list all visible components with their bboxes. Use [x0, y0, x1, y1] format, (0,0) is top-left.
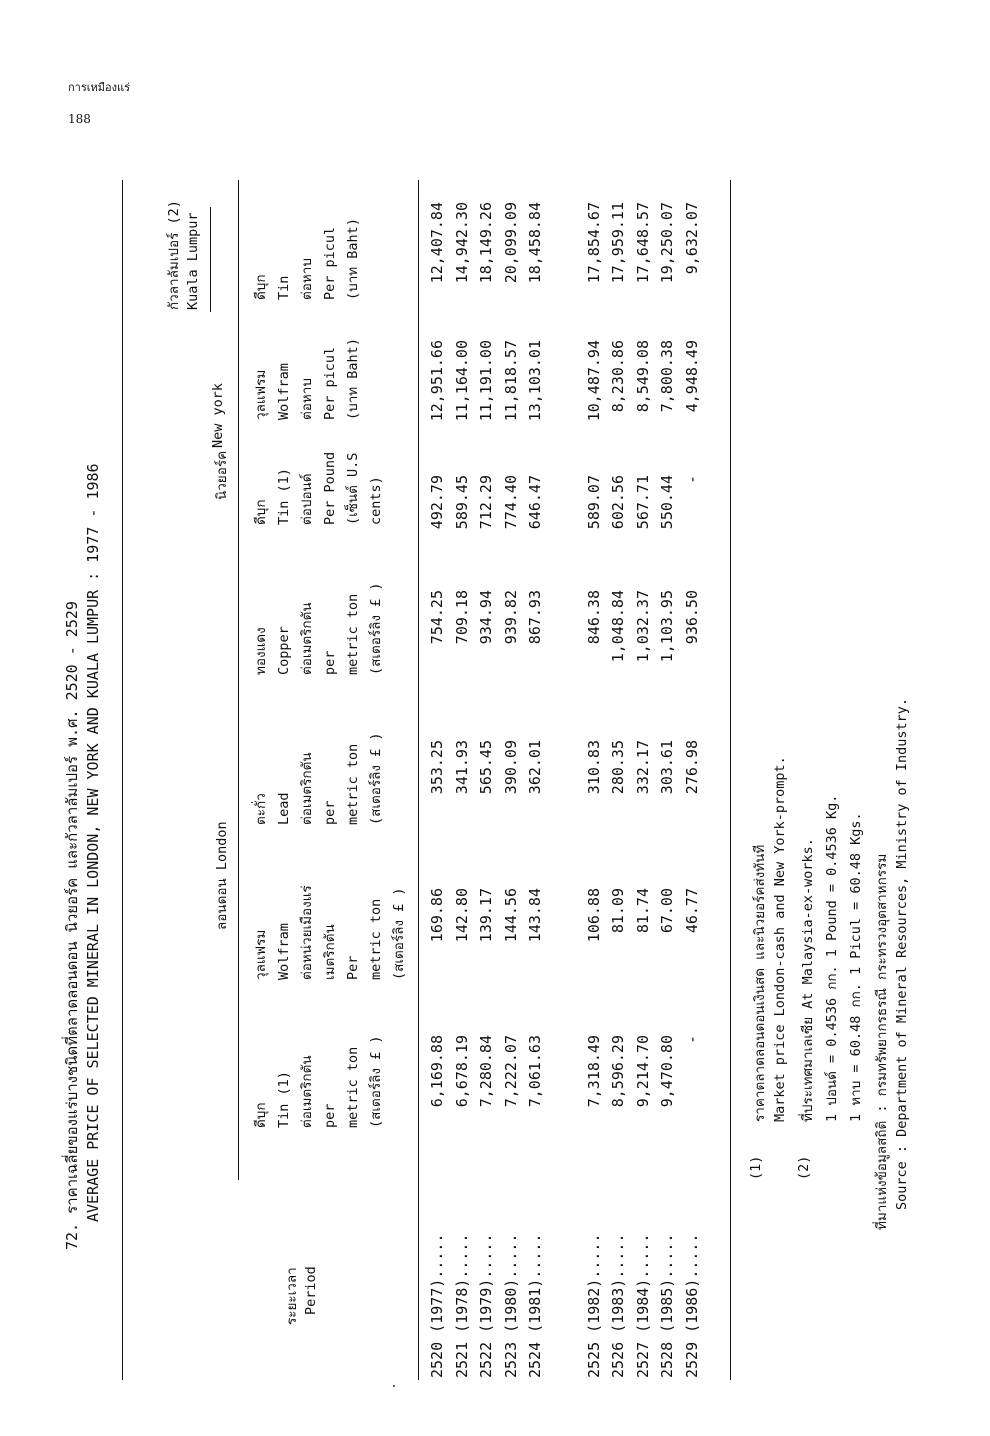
speck — [393, 1385, 395, 1387]
table-cell: 81.74 — [633, 888, 652, 934]
row-period: 2520 (1977)..... — [428, 1233, 446, 1378]
table-cell: 1,032.37 — [633, 590, 652, 663]
row-period: 2525 (1982)..... — [584, 1233, 603, 1378]
note-2-l1: ที่ประเทศมาเลเซีย At Malaysia-ex-works. — [800, 838, 816, 1122]
table-cell: 14,942.30 — [452, 202, 471, 284]
row-period: 2526 (1983)..... — [609, 1233, 627, 1378]
note-1-thai: ราคาตลาดลอนดอนเงินสด และนิวยอร์คส่งทันที — [752, 844, 768, 1122]
table-cell: 8,596.29 — [609, 1035, 627, 1108]
table-cell: 7,061.63 — [526, 1035, 544, 1108]
table-cell: 867.93 — [526, 590, 544, 645]
table-cell: 310.83 — [584, 740, 603, 795]
row-period: 2522 (1979)..... — [477, 1233, 495, 1378]
table-cell: 142.80 — [452, 888, 471, 943]
table-cell: 9,632.07 — [682, 202, 701, 275]
subheader-rule — [238, 180, 239, 1180]
table-cell: 11,818.57 — [501, 340, 520, 422]
row-period: 2523 (1980)..... — [501, 1233, 520, 1378]
rotated-table-page — [60, 150, 940, 1380]
table-cell: 18,149.26 — [477, 202, 495, 284]
page-number: 188 — [68, 112, 91, 126]
table-cell: 11,164.00 — [452, 340, 471, 422]
row-period: 2524 (1981)..... — [526, 1233, 544, 1378]
table-cell: 169.86 — [428, 888, 446, 943]
table-cell: 9,470.80 — [658, 1035, 676, 1108]
table-cell: - — [682, 1035, 701, 1045]
table-cell: 939.82 — [501, 590, 520, 645]
table-cell: 8,549.08 — [633, 340, 652, 413]
table-cell: 8,230.86 — [609, 340, 627, 413]
table-cell: 12,407.84 — [428, 202, 446, 284]
table-cell: 10,487.94 — [584, 340, 603, 422]
header-bottom-rule — [418, 180, 419, 1380]
table-cell: 7,800.38 — [658, 340, 676, 413]
bottom-rule — [730, 180, 731, 1380]
table-cell: - — [682, 475, 701, 485]
note-2-mark: (2) — [796, 1155, 812, 1180]
table-cell: 144.56 — [501, 888, 520, 943]
table-cell: 1,103.95 — [658, 590, 676, 663]
table-cell: 602.56 — [609, 475, 627, 530]
row-period: 2528 (1985)..... — [658, 1233, 676, 1378]
table-cell: 303.61 — [658, 740, 676, 795]
table-cell: 280.35 — [609, 740, 627, 795]
table-cell: 567.71 — [633, 475, 652, 530]
table-cell: 17,959.11 — [609, 202, 627, 284]
group-newyork-en: New york — [210, 382, 226, 448]
note-2-l3: 1 ปอนด์ = 0.4536 กก. 1 Pound = 0.4536 Kg. — [824, 794, 840, 1122]
table-cell: 936.50 — [682, 590, 701, 645]
table-cell: 6,678.19 — [452, 1035, 471, 1108]
table-cell: 17,854.67 — [584, 202, 603, 284]
col-london-copper: ทองแดง Copper ต่อเมตริกตัน per metric ton (สเตอร์ลิง £ ) — [253, 582, 384, 675]
col-newyork-wolfram: วุลแฟรม Wolfram ต่อหาบ Per picul (บาท Baht) — [253, 338, 361, 420]
col-newyork-tin: ดีบุก Tin (1) ต่อปอนด์ Per Pound (เซ็นต์ U.S cents) — [253, 451, 384, 525]
table-cell: 754.25 — [428, 590, 446, 645]
table-cell: 46.77 — [682, 888, 701, 934]
table-cell: 712.29 — [477, 475, 495, 530]
table-cell: 143.84 — [526, 888, 544, 943]
running-header: การเหมืองแร่ — [68, 81, 130, 94]
table-cell: 332.17 — [633, 740, 652, 795]
table-cell: 362.01 — [526, 740, 544, 795]
table-cell: 934.94 — [477, 590, 495, 645]
col-london-lead: ตะกั่ว Lead ต่อเมตริกตัน per metric ton (สเตอร์ลิง £ ) — [253, 732, 384, 825]
note-1-mark: (1) — [748, 1155, 764, 1180]
table-cell: 11,191.00 — [477, 340, 495, 422]
table-cell: 709.18 — [452, 590, 471, 645]
table-cell: 139.17 — [477, 888, 495, 943]
table-cell: 12,951.66 — [428, 340, 446, 422]
table-cell: 353.25 — [428, 740, 446, 795]
group-london: ลอนดอน London — [214, 821, 230, 930]
table-cell: 550.44 — [658, 475, 676, 530]
table-cell: 7,318.49 — [584, 1035, 603, 1108]
table-cell: 106.88 — [584, 888, 603, 943]
table-cell: 81.09 — [609, 888, 627, 934]
table-cell: 7,280.84 — [477, 1035, 495, 1108]
kl-group-rule — [210, 207, 211, 312]
row-period: 2527 (1984)..... — [633, 1233, 652, 1378]
table-cell: 67.00 — [658, 888, 676, 934]
col-london-wolfram: วุลแฟรม Wolfram ต่อหน่วยเมืองแร่ เมตริกตัน Per metric ton (สเตอร์ลิง £ ) — [253, 885, 407, 980]
table-cell: 6,169.88 — [428, 1035, 446, 1108]
table-cell: 9,214.70 — [633, 1035, 652, 1108]
table-cell: 492.79 — [428, 475, 446, 530]
group-kl-thai: กัวลาลัมเปอร์ (2) — [166, 200, 182, 310]
source-thai: ที่มาแห่งข้อมูลสถิติ : กรมทรัพยากรธรณี กระทรวงอุตสาหกรรม — [874, 853, 890, 1230]
group-kl-en: Kuala Lumpur — [185, 212, 201, 310]
table-cell: 565.45 — [477, 740, 495, 795]
group-newyork-thai: นิวยอร์ค — [214, 450, 230, 500]
note-1-en: Market price London-cash and New York-prompt. — [772, 756, 788, 1122]
table-cell: 846.38 — [584, 590, 603, 645]
row-period: 2529 (1986)..... — [682, 1233, 701, 1378]
table-title-thai: 72. ราคาเฉลี่ยของแร่บางชนิดที่ตลาดลอนดอน นิวยอร์ค และกัวลาลัมเปอร์ พ.ศ. 2520 - 2529 — [63, 601, 81, 1250]
table-cell: 1,048.84 — [609, 590, 627, 663]
source-en: Source : Department of Mineral Resources, Ministry of Industry. — [894, 697, 910, 1210]
period-header-en: Period — [303, 1266, 319, 1315]
period-header-thai: ระยะเวลา — [284, 1267, 300, 1325]
table-cell: 7,222.07 — [501, 1035, 520, 1108]
table-cell: 19,250.07 — [658, 202, 676, 284]
col-london-tin: ดีบุก Tin (1) ต่อเมตริกตัน per metric ton (สเตอร์ลิง £ ) — [253, 1035, 384, 1128]
table-cell: 20,099.09 — [501, 202, 520, 284]
table-cell: 341.93 — [452, 740, 471, 795]
table-cell: 13,103.01 — [526, 340, 544, 422]
top-rule — [122, 180, 123, 1380]
row-period: 2521 (1978)..... — [452, 1233, 471, 1378]
note-2-l4: 1 หาบ = 60.48 กก. 1 Picul = 60.48 Kgs. — [848, 812, 864, 1122]
table-cell: 17,648.57 — [633, 202, 652, 284]
table-cell: 390.09 — [501, 740, 520, 795]
table-cell: 589.07 — [584, 475, 603, 530]
table-title-english: AVERAGE PRICE OF SELECTED MINERAL IN LONDON, NEW YORK AND KUALA LUMPUR : 1977 - 1986 — [84, 463, 102, 1222]
table-cell: 4,948.49 — [682, 340, 701, 413]
table-cell: 646.47 — [526, 475, 544, 530]
table-cell: 774.40 — [501, 475, 520, 530]
col-kl-tin: ดีบุก Tin ต่อหาบ Per picul (บาท Baht) — [253, 218, 361, 300]
table-cell: 589.45 — [452, 475, 471, 530]
table-cell: 276.98 — [682, 740, 701, 795]
table-cell: 18,458.84 — [526, 202, 544, 284]
